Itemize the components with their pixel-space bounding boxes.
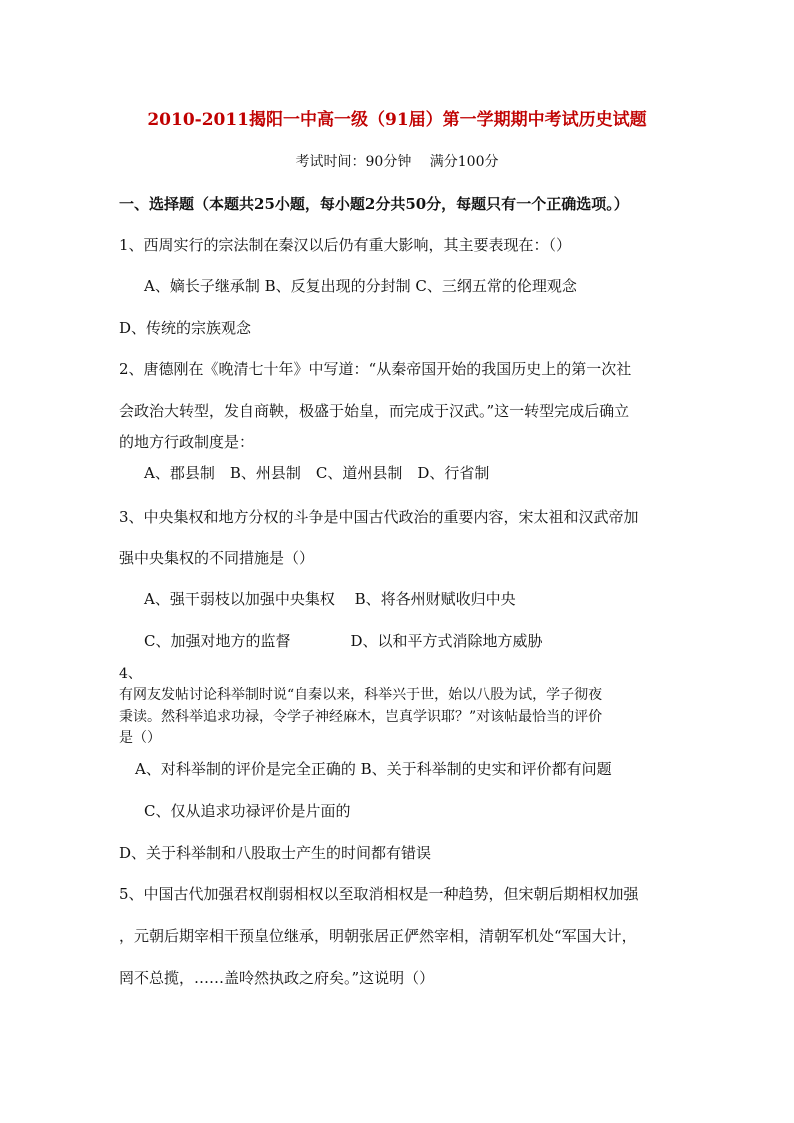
question-2-stem-line-2: 会政治大转型，发自商鞅，极盛于始皇，而完成于汉武。”这一转型完成后确立: [119, 402, 630, 420]
question-4-number: 4、: [119, 666, 142, 682]
question-3-options-cd: C、加强对地方的监督 D、以和平方式消除地方威胁: [144, 632, 543, 650]
question-4-option-d: D、关于科举制和八股取士产生的时间都有错误: [119, 844, 432, 862]
question-3-stem-line-1: 3、中央集权和地方分权的斗争是中国古代政治的重要内容，宋太祖和汉武帝加: [119, 508, 639, 526]
question-2-options: A、郡县制 B、州县制 C、道州县制 D、行省制: [144, 464, 490, 482]
question-1-options-abc: A、嫡长子继承制 B、反复出现的分封制 C、三纲五常的伦理观念: [144, 277, 577, 295]
question-4-stem-line-3: 是（）: [119, 730, 161, 746]
question-1-option-d: D、传统的宗族观念: [119, 319, 252, 337]
question-2-stem-line-1: 2、唐德刚在《晚清七十年》中写道：“从秦帝国开始的我国历史上的第一次社: [119, 360, 632, 378]
question-4-stem-line-2: 秉读。然科举追求功禄，令学子神经麻木，岂真学识耶？”对该帖最恰当的评价: [119, 709, 603, 725]
exam-title: 2010-2011揭阳一中高一级（91届）第一学期期中考试历史试题: [147, 110, 647, 130]
question-1-stem: 1、西周实行的宗法制在秦汉以后仍有重大影响，其主要表现在：（）: [119, 236, 572, 254]
section-heading: 一、选择题（本题共25小题，每小题2分共50分，每题只有一个正确选项。）: [119, 195, 629, 213]
exam-info: 考试时间：90分钟 满分100分: [295, 154, 499, 170]
question-4-option-c: C、仅从追求功禄评价是片面的: [144, 802, 351, 820]
question-4-stem-line-1: 有网友发帖讨论科举制时说“自秦以来，科举兴于世，始以八股为试，学子彻夜: [119, 687, 603, 703]
question-4-options-ab: A、对科举制的评价是完全正确的 B、关于科举制的史实和评价都有问题: [135, 760, 612, 778]
question-2-stem-line-3: 的地方行政制度是：: [119, 433, 255, 451]
question-3-stem-line-2: 强中央集权的不同措施是（）: [119, 549, 315, 567]
question-5-stem-line-2: ，元朝后期宰相干预皇位继承，明朝张居正俨然宰相，清朝军机处“军国大计，: [119, 927, 637, 945]
question-5-stem-line-3: 罔不总揽，……盖呤然执政之府矣。”这说明（）: [119, 969, 435, 987]
question-3-options-ab: A、强干弱枝以加强中央集权 B、将各州财赋收归中央: [144, 590, 516, 608]
question-5-stem-line-1: 5、中国古代加强君权削弱相权以至取消相权是一种趋势，但宋朝后期相权加强: [119, 885, 639, 903]
